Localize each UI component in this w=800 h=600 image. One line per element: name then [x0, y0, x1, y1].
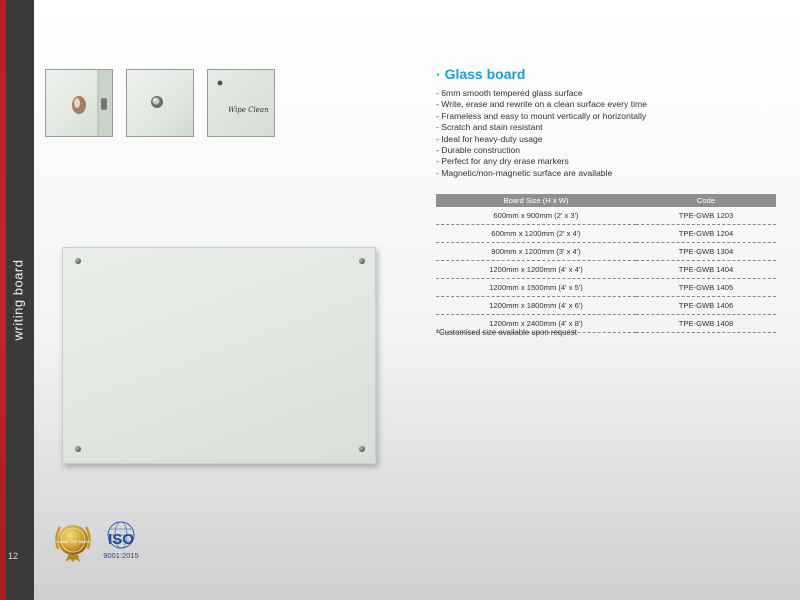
table-row	[436, 207, 776, 225]
sidebar-accent-strip	[0, 0, 6, 600]
cell-size: 600mm x 1200mm (2' x 4')	[436, 225, 636, 243]
cell-size: 900mm x 1200mm (3' x 4')	[436, 243, 636, 261]
cell-code: TPE-GWB 1204	[636, 225, 776, 243]
header-code: Code	[636, 194, 776, 207]
title-text: Glass board	[444, 66, 526, 82]
mounting-screw-icon	[359, 446, 365, 452]
sidebar	[0, 0, 34, 600]
cell-code: TPE-GWB 1406	[636, 297, 776, 315]
thumbnail-standoff-1	[45, 69, 113, 137]
iso-standard-number: 9001:2015	[103, 551, 139, 560]
cell-code: TPE-GWB 1405	[636, 279, 776, 297]
writing-sample-text: Wipe Clean	[228, 106, 269, 114]
mounting-screw-icon	[359, 258, 365, 264]
standoff-image	[127, 70, 194, 137]
title-bullet: ·	[436, 66, 441, 82]
table-header-row	[436, 194, 776, 207]
glass-board-image	[62, 247, 376, 464]
mounting-screw-icon	[75, 446, 81, 452]
size-code-table	[436, 194, 776, 333]
cell-code: TPE-GWB 1408	[636, 315, 776, 333]
cell-code: TPE-GWB 1404	[636, 261, 776, 279]
cell-code: TPE-GWB 1203	[636, 207, 776, 225]
award-text: GLOBAL TOP AWARD	[55, 540, 91, 544]
writing-sample-image	[208, 70, 275, 137]
table-row	[436, 243, 776, 261]
page-number: 12	[8, 551, 19, 561]
custom-size-note: *Customised size available upon request	[436, 328, 577, 337]
cell-size: 1200mm x 1500mm (4' x 5')	[436, 279, 636, 297]
standoff-image	[46, 70, 113, 137]
cell-code: TPE-GWB 1304	[636, 243, 776, 261]
cell-size: 1200mm x 2400mm (4' x 8')	[436, 315, 636, 333]
iso-label: ISO	[108, 531, 134, 548]
thumbnail-standoff-2	[126, 69, 194, 137]
cell-size: 1200mm x 1800mm (4' x 6')	[436, 297, 636, 315]
feature-list	[436, 88, 647, 179]
thumbnail-writing-sample	[207, 69, 275, 137]
feature-item: - Write, erase and rewrite on a clean surface every time	[436, 99, 647, 110]
feature-item: - Durable construction	[436, 145, 521, 156]
product-title	[436, 66, 525, 82]
global-top-award-icon	[52, 519, 94, 563]
section-label: writing board	[10, 259, 26, 341]
table-row	[436, 225, 776, 243]
feature-item: - Scratch and stain resistant	[436, 122, 543, 133]
table-row	[436, 279, 776, 297]
feature-item: - Ideal for heavy-duty usage	[436, 133, 543, 144]
feature-item: - Magnetic/non-magnetic surface are available	[436, 167, 613, 178]
header-board-size: Board Size (H x W)	[436, 194, 636, 207]
feature-item: - Frameless and easy to mount vertically or horizontally	[436, 110, 647, 121]
table-row	[436, 261, 776, 279]
table-row	[436, 297, 776, 315]
cell-size: 600mm x 900mm (2' x 3')	[436, 207, 636, 225]
feature-item: - 6mm smooth tempered glass surface	[436, 88, 583, 98]
mounting-screw-icon	[75, 258, 81, 264]
feature-item: - Perfect for any dry erase markers	[436, 156, 569, 167]
cell-size: 1200mm x 1200mm (4' x 4')	[436, 261, 636, 279]
